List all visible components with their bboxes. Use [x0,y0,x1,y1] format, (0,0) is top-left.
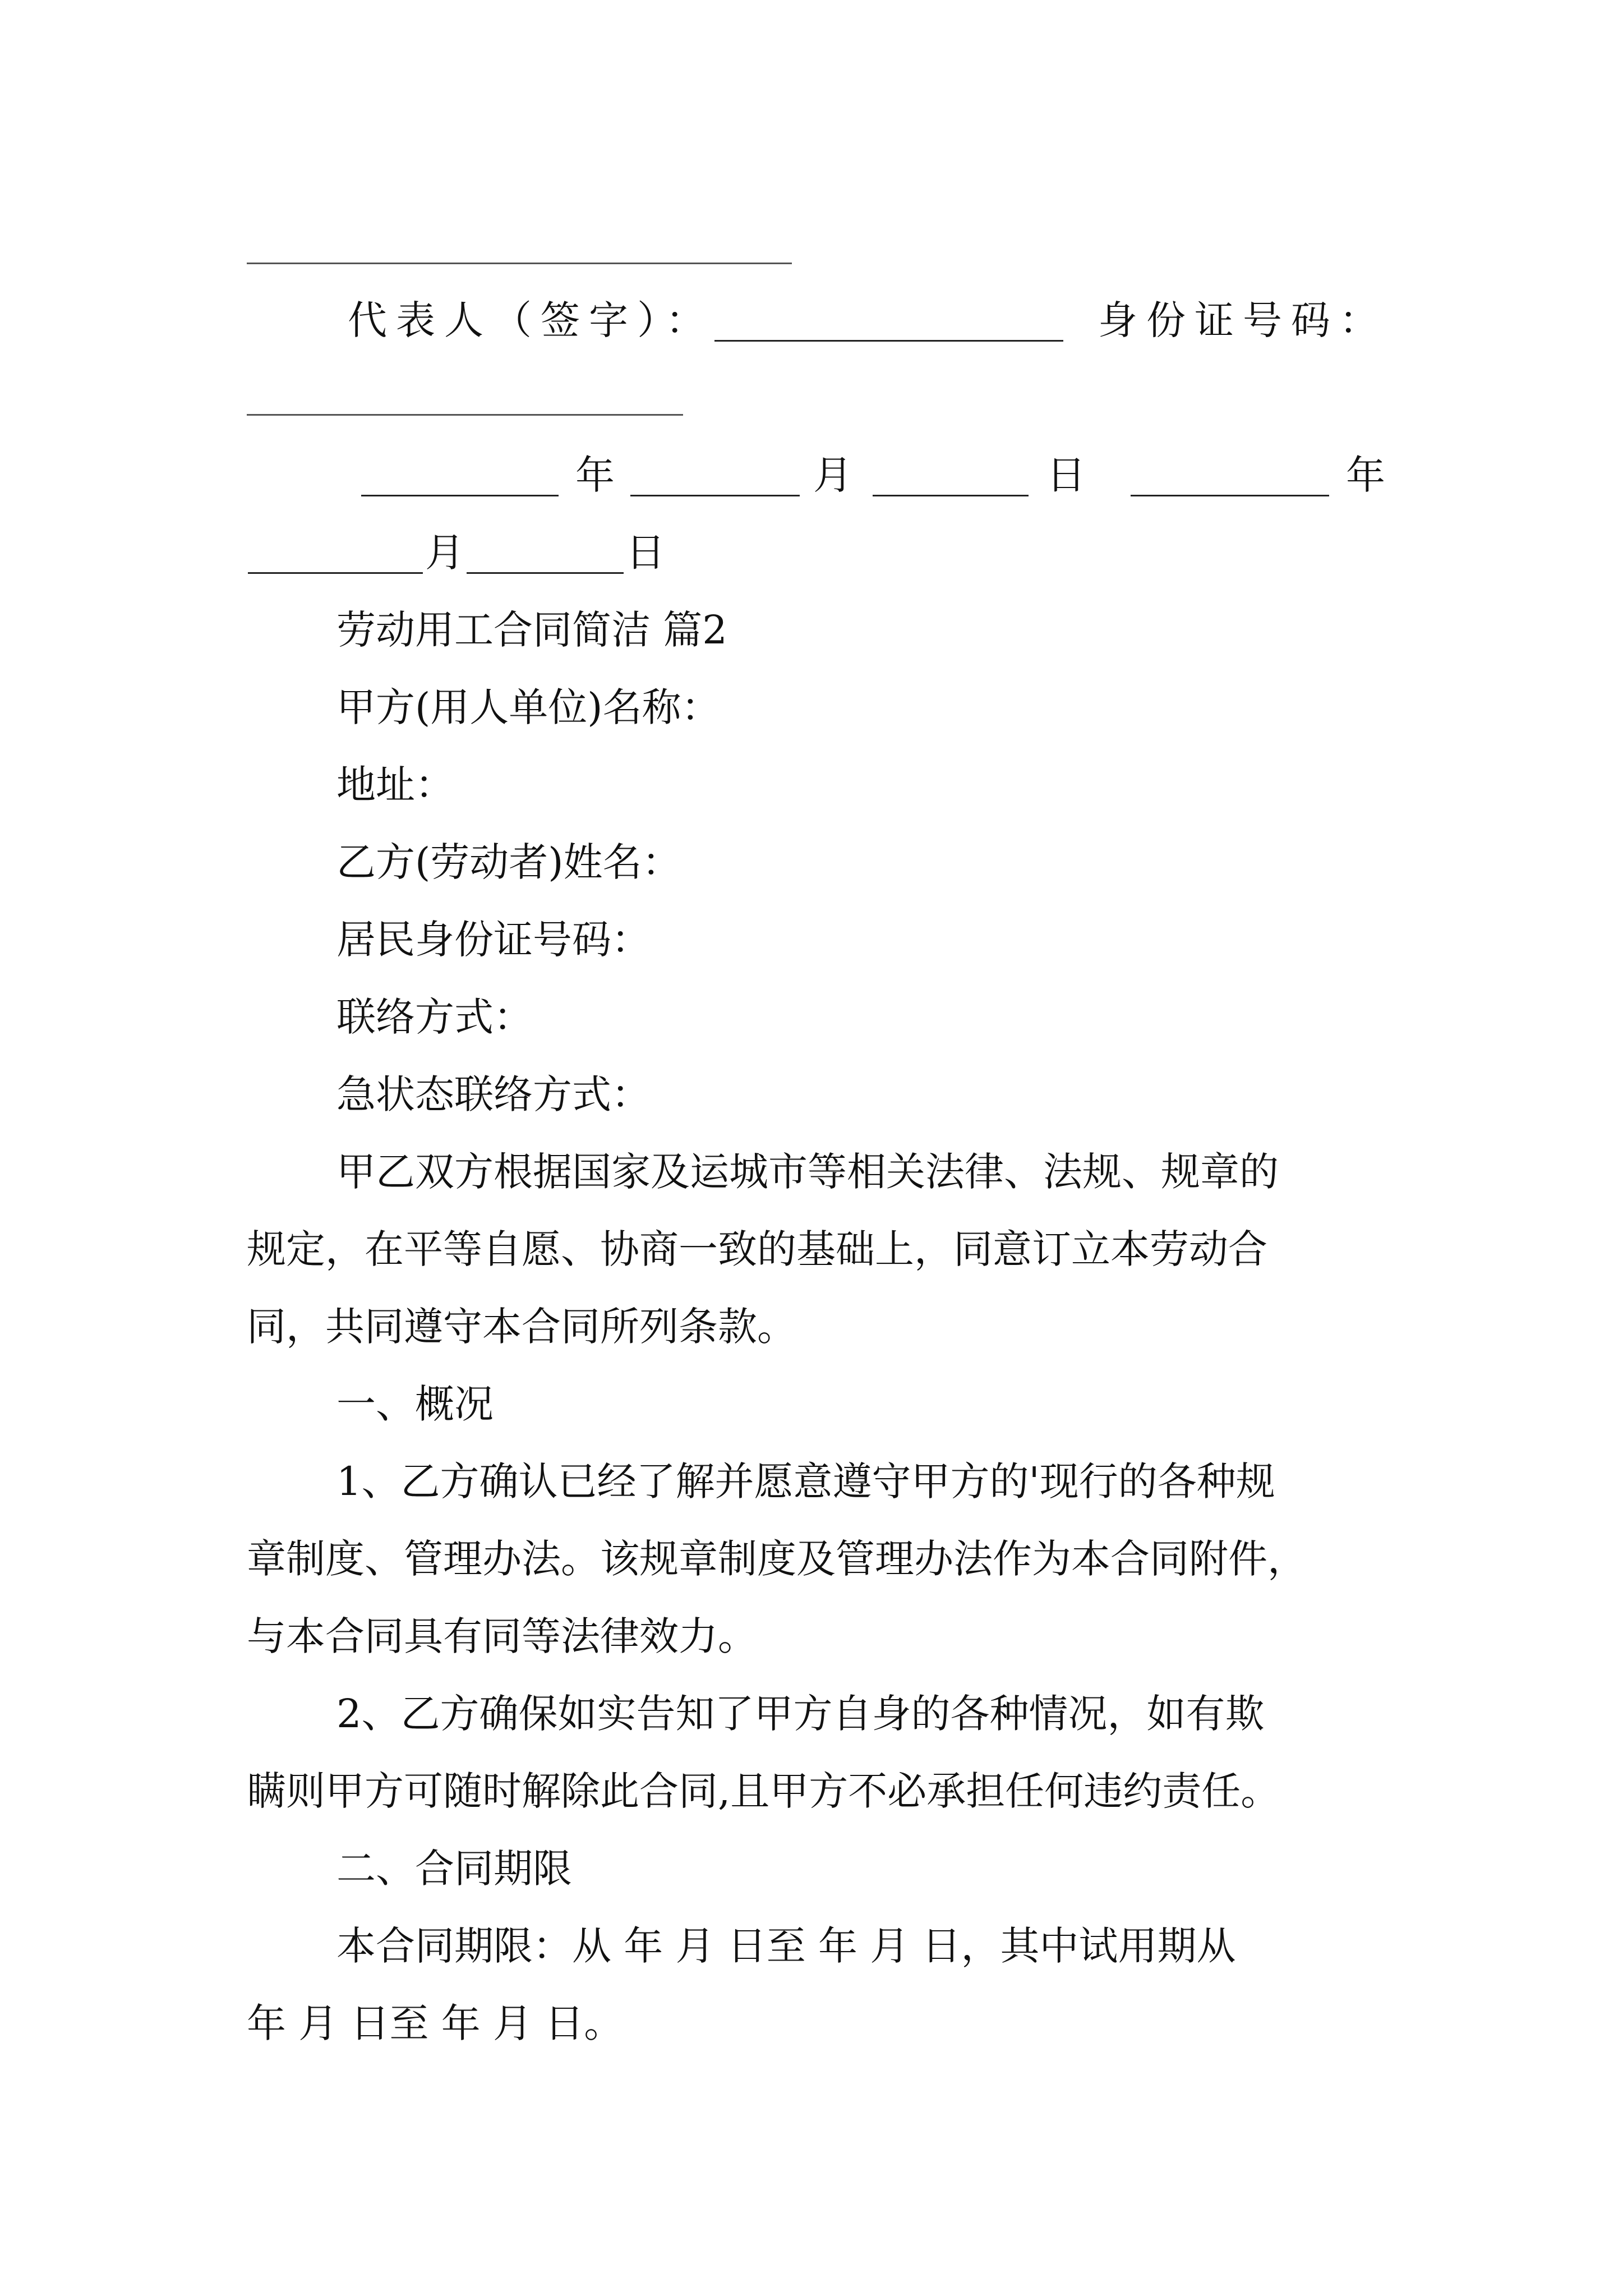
contact-field: 联络方式： [336,994,533,1040]
date-year-blank-2 [1131,495,1329,496]
id-number-field: 居民身份证号码： [336,917,651,963]
date-day-blank-1 [873,495,1029,496]
date-year-blank-1 [361,495,559,496]
intro-paragraph-line-2: 规定，在平等自愿、协商一致的基础上，同意订立本劳动合 [247,1226,1267,1272]
intro-paragraph-line-3: 同，共同遵守本合同所列条款。 [247,1304,796,1350]
date-month-blank-1 [630,495,800,496]
address-field: 地址： [336,762,454,808]
section1-item1-line-2: 章制度、管理办法。该规章制度及管理办法作为本合同附件， [247,1536,1307,1582]
date-day-unit-2: 日 [626,530,665,576]
contract-heading: 劳动用工合同简洁 篇2 [336,607,727,653]
representative-signature-blank [714,340,1063,342]
representative-signature-label: 代表人（签字）： [348,297,714,343]
date-month-unit-2: 月 [425,530,464,576]
date-year-unit-1: 年 [575,452,615,498]
intro-paragraph-line-1: 甲乙双方根据国家及运城市等相关法律、法规、规章的 [336,1149,1279,1195]
section1-item1-line-1: 1、乙方确认已经了解并愿意遵守甲方的'现行的各种规 [336,1458,1275,1504]
date-day-unit-1: 日 [1046,452,1086,498]
date-day-blank-2 [467,572,624,574]
section2-term-line-2: 年 月 日至 年 月 日。 [247,2000,624,2046]
emergency-contact-field: 急状态联络方式： [336,1071,651,1117]
signature-blank-line [247,263,792,264]
section1-title: 一、概况 [336,1381,494,1427]
section1-item2-line-2: 瞒则甲方可随时解除此合同,且甲方不必承担任何违约责任。 [247,1768,1280,1814]
section1-item2-line-1: 2、乙方确保如实告知了甲方自身的各种情况，如有欺 [336,1691,1265,1737]
section2-term-line-1: 本合同期限：从 年 月 日至 年 月 日，其中试用期从 [336,1923,1236,1969]
employer-name-field: 甲方(用人单位)名称： [336,684,721,730]
date-month-unit-1: 月 [813,452,852,498]
date-year-unit-2: 年 [1346,452,1385,498]
id-number-label: 身份证号码： [1098,297,1387,343]
date-month-blank-2 [248,572,423,574]
id-number-blank-line [247,414,683,416]
employee-name-field: 乙方(劳动者)姓名： [336,839,681,885]
section1-item1-line-3: 与本合同具有同等法律效力。 [247,1613,757,1659]
section2-title: 二、合同期限 [336,1846,572,1892]
